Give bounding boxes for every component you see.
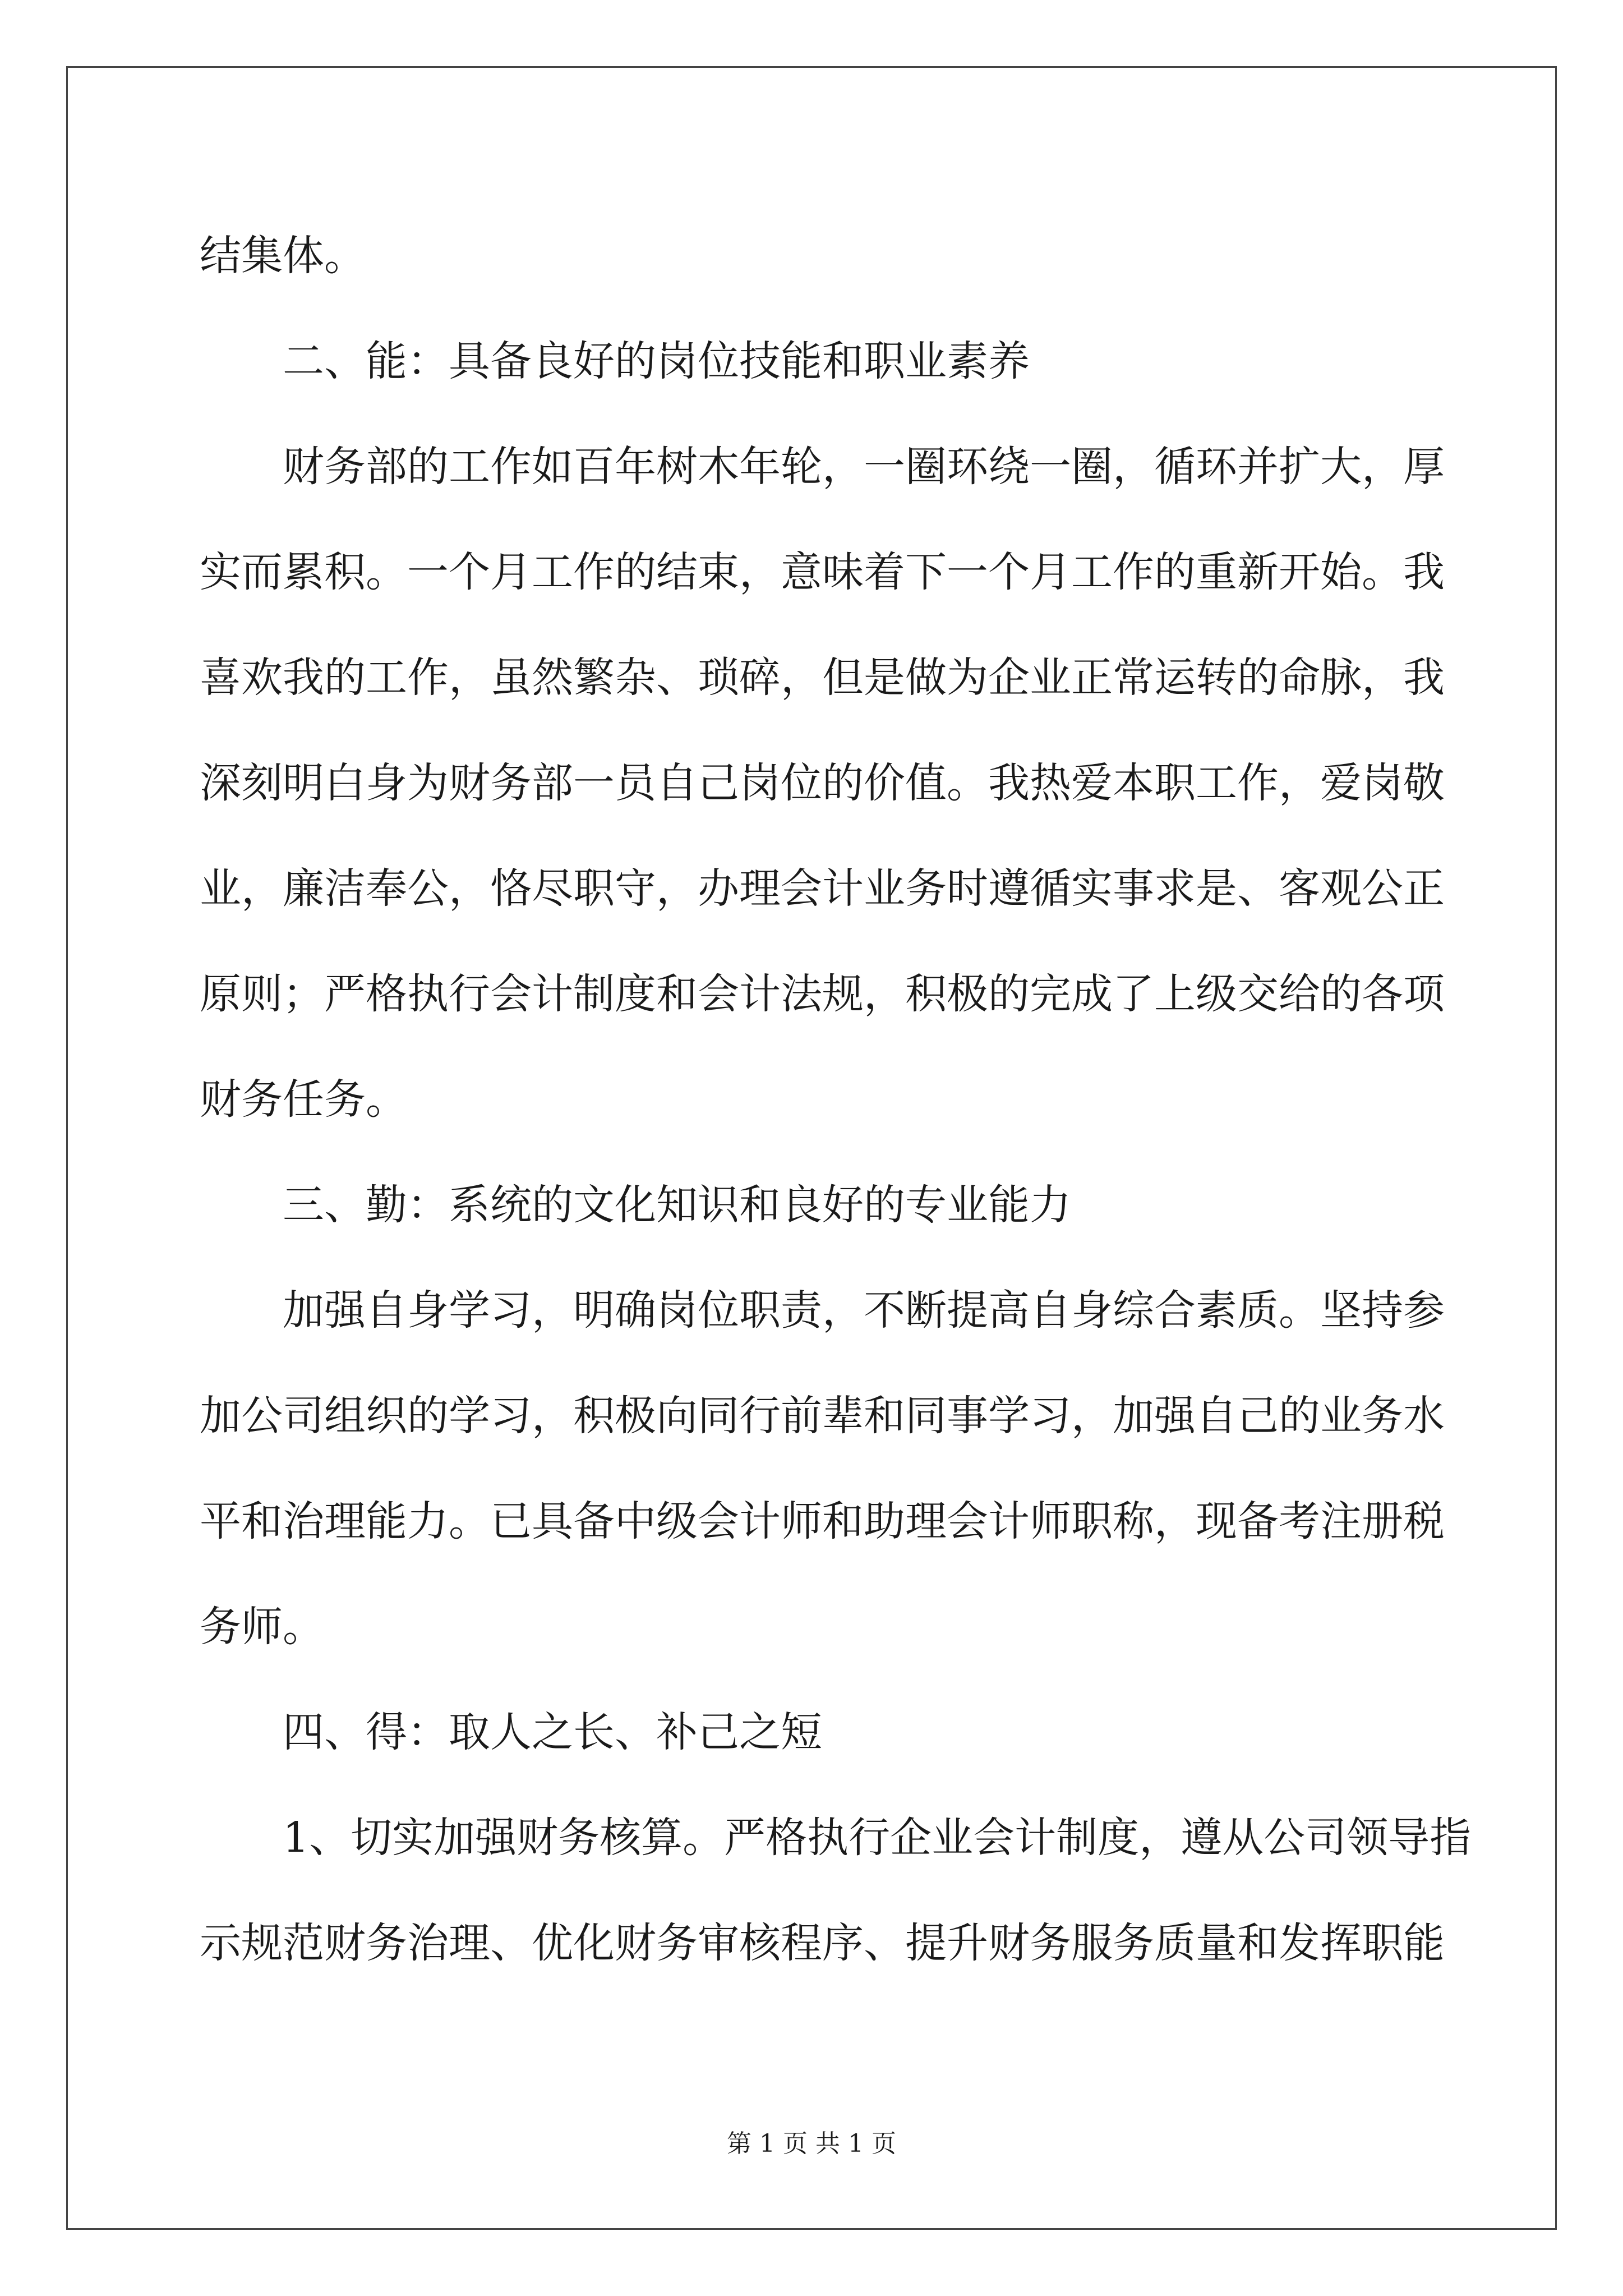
- text-line: 务师。: [200, 1603, 324, 1651]
- page-footer: 第 1 页 共 1 页: [727, 2129, 896, 2158]
- text-line: 加公司组织的学习，积极向同行前辈和同事学习，加强自己的业务水: [200, 1392, 1445, 1440]
- text-line: 1、切实加强财务核算。严格执行企业会计制度，遵从公司领导指: [283, 1814, 1472, 1862]
- text-line: 三、勤：系统的文化知识和良好的专业能力: [283, 1181, 1071, 1229]
- document-body: [200, 203, 1472, 1996]
- text-line: 加强自身学习，明确岗位职责，不断提高自身综合素质。坚持参: [283, 1286, 1445, 1335]
- text-line: 财务部的工作如百年树木年轮，一圈环绕一圈，循环并扩大，厚: [283, 443, 1445, 491]
- text-line: 深刻明白身为财务部一员自己岗位的价值。我热爱本职工作，爱岗敬: [200, 759, 1445, 807]
- text-line: 示规范财务治理、优化财务审核程序、提升财务服务质量和发挥职能: [200, 1919, 1445, 1967]
- text-line: 原则；严格执行会计制度和会计法规，积极的完成了上级交给的各项: [200, 970, 1445, 1018]
- text-line: 结集体。: [200, 232, 366, 280]
- text-line: 平和治理能力。已具备中级会计师和助理会计师职称，现备考注册税: [200, 1497, 1445, 1545]
- text-line: 四、得：取人之长、补己之短: [283, 1708, 822, 1756]
- text-line: 二、能：具备良好的岗位技能和职业素养: [283, 337, 1030, 385]
- text-line: 喜欢我的工作，虽然繁杂、琐碎，但是做为企业正常运转的命脉，我: [200, 654, 1445, 702]
- text-line: 业，廉洁奉公，恪尽职守，办理会计业务时遵循实事求是、客观公正: [200, 864, 1445, 913]
- text-line: 财务任务。: [200, 1075, 407, 1124]
- text-line: 实而累积。一个月工作的结束，意味着下一个月工作的重新开始。我: [200, 548, 1445, 596]
